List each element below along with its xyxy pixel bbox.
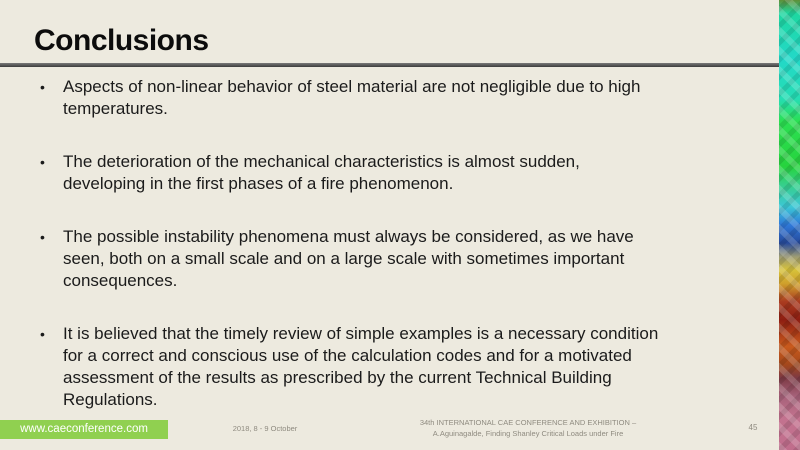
bullet-item <box>40 151 770 195</box>
bullet-list <box>40 76 770 442</box>
bullet-line: Aspects of non-linear behavior of steel material are not negligible due to high <box>63 77 641 96</box>
slide-title: Conclusions <box>34 24 209 57</box>
bullet-marker: • <box>40 326 45 342</box>
footer-conference-line2: A.Aguinagalde, Finding Shanley Critical Loads under Fire <box>432 429 624 438</box>
bullet-marker: • <box>40 79 45 95</box>
footer-date: 2018, 8 - 9 October <box>232 424 298 433</box>
bullet-line: assessment of the results as prescribed by the current Technical Building <box>63 368 612 387</box>
footer-conference-credit <box>400 417 656 439</box>
bullet-item <box>40 226 770 292</box>
bullet-line: for a correct and conscious use of the calculation codes and for a motivated <box>63 346 632 365</box>
bullet-line: consequences. <box>63 271 178 290</box>
decorative-color-strip <box>779 0 800 450</box>
bullet-marker: • <box>40 229 45 245</box>
bullet-item <box>40 323 770 411</box>
bullet-text <box>63 226 770 292</box>
bullet-line: It is believed that the timely review of simple examples is a necessary condition <box>63 324 659 343</box>
title-divider <box>0 63 779 67</box>
bullet-line: temperatures. <box>63 99 168 118</box>
bullet-line: The possible instability phenomena must always be considered, as we have <box>63 227 634 246</box>
bullet-line: developing in the first phases of a fire phenomenon. <box>63 174 454 193</box>
bullet-text <box>63 76 770 120</box>
website-link-badge[interactable]: www.caeconference.com <box>0 420 168 439</box>
page-number: 45 <box>748 423 758 432</box>
bullet-text <box>63 151 770 195</box>
bullet-line: seen, both on a small scale and on a large scale with sometimes important <box>63 249 625 268</box>
bullet-line: The deterioration of the mechanical characteristics is almost sudden, <box>63 152 580 171</box>
bullet-line: Regulations. <box>63 390 158 409</box>
bullet-item <box>40 76 770 120</box>
bullet-text <box>63 323 770 411</box>
footer-conference-line1: 34th INTERNATIONAL CAE CONFERENCE AND EXHIBITION – <box>419 418 637 427</box>
bullet-marker: • <box>40 154 45 170</box>
